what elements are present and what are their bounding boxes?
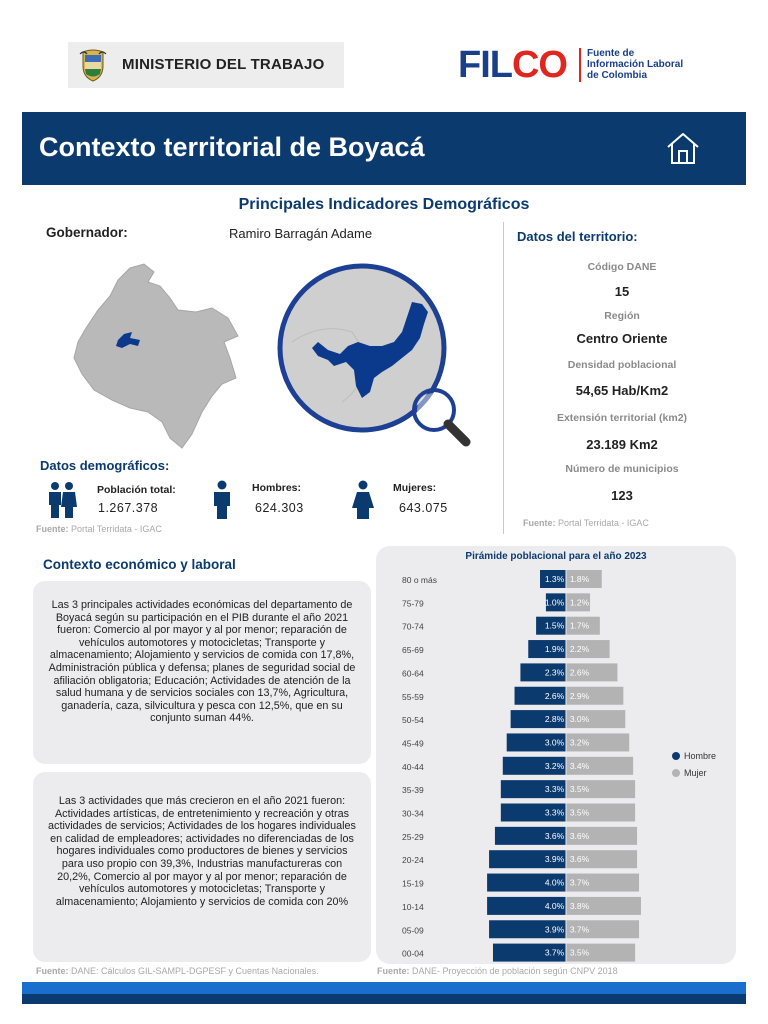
data-label-hombre: 1.5% bbox=[544, 620, 565, 631]
fuente-label: Fuente: bbox=[523, 518, 556, 528]
fuente-label: Fuente: bbox=[377, 966, 410, 976]
economic-box-1 bbox=[33, 581, 371, 764]
title-banner bbox=[22, 112, 746, 185]
mujeres-value: 643.075 bbox=[399, 501, 448, 515]
data-label-hombre: 3.3% bbox=[544, 784, 565, 795]
ministerio-logo bbox=[68, 42, 344, 88]
data-label-mujer: 1.8% bbox=[569, 574, 590, 584]
data-label-mujer: 3.5% bbox=[569, 947, 590, 958]
fuente-label: Fuente: bbox=[36, 966, 69, 976]
filco-tagline: Fuente de Información Laboral de Colombia bbox=[587, 48, 684, 81]
data-label-hombre: 3.9% bbox=[544, 924, 565, 935]
data-label-hombre: 4.0% bbox=[544, 877, 565, 888]
extension-value: 23.189 Km2 bbox=[586, 437, 658, 452]
data-label-mujer: 2.9% bbox=[569, 690, 590, 701]
age-group-label: 35-39 bbox=[402, 785, 424, 796]
data-label-hombre: 4.0% bbox=[544, 900, 565, 911]
data-label-mujer: 1.7% bbox=[569, 620, 590, 631]
age-group-label: 70-74 bbox=[402, 621, 424, 632]
age-group-label: 45-49 bbox=[402, 738, 424, 749]
fuente-piramide bbox=[377, 966, 618, 976]
fuente-label: Fuente: bbox=[36, 524, 69, 534]
data-label-mujer: 3.7% bbox=[569, 877, 590, 888]
age-group-label: 80 o más bbox=[402, 575, 437, 585]
data-label-hombre: 3.7% bbox=[544, 947, 565, 958]
economic-text-2: Las 3 actividades que más crecieron en el año 2021 fueron: Actividades artísticas, de entretenimiento y recreación y otras actividades de servicios; Actividades de los hogares individuales en calidad de empleadores; actividades no diferenciadas de los hogares individuales como productores de bienes y servicios para uso propio con 39,3%, Industrias manufactureras con 20,2%, Comercio al por mayor y al por menor; reparación de vehículos automotores y motocicletas; Transporte y almacenamiento; Alojamiento y servicios de comida con 20% bbox=[48, 795, 356, 908]
data-label-mujer: 3.5% bbox=[569, 807, 590, 818]
data-label-mujer: 1.2% bbox=[569, 597, 590, 608]
territorio-title: Datos del territorio: bbox=[517, 229, 638, 244]
legend-marker-mujer bbox=[672, 769, 680, 777]
age-group-label: 55-59 bbox=[402, 691, 424, 702]
data-label-hombre: 1.9% bbox=[544, 644, 565, 655]
economic-box-2 bbox=[33, 772, 371, 962]
data-label-mujer: 3.0% bbox=[569, 714, 590, 725]
data-label-mujer: 3.6% bbox=[569, 830, 590, 841]
age-group-label: 15-19 bbox=[402, 878, 424, 889]
data-label-hombre: 3.6% bbox=[544, 830, 565, 841]
data-label-mujer: 3.5% bbox=[569, 784, 590, 795]
boyaca-zoom-map bbox=[262, 262, 477, 457]
fuente-economico bbox=[36, 966, 319, 976]
demographics-title: Principales Indicadores Demográficos bbox=[238, 196, 530, 213]
region-value: Centro Oriente bbox=[576, 331, 668, 346]
mujeres-label: Mujeres: bbox=[393, 482, 437, 494]
data-label-mujer: 3.8% bbox=[569, 900, 590, 911]
legend-label-mujer: Mujer bbox=[684, 768, 707, 778]
data-label-mujer: 2.2% bbox=[569, 644, 590, 655]
man-icon bbox=[211, 480, 233, 520]
age-group-label: 20-24 bbox=[402, 855, 424, 866]
densidad-label: Densidad poblacional bbox=[567, 359, 677, 371]
fuente-text: Portal Terridata - IGAC bbox=[68, 524, 162, 534]
data-label-hombre: 1.0% bbox=[544, 597, 565, 608]
data-label-mujer: 3.7% bbox=[569, 924, 590, 935]
age-group-label: 60-64 bbox=[402, 668, 424, 679]
data-label-mujer: 3.4% bbox=[569, 760, 590, 771]
fuente-territorio bbox=[523, 518, 649, 528]
page-title: Contexto territorial de Boyacá bbox=[39, 132, 425, 162]
footer-bar-light bbox=[22, 982, 746, 994]
age-group-label: 65-69 bbox=[402, 645, 424, 656]
data-label-hombre: 3.3% bbox=[544, 807, 565, 818]
gobernador-name: Ramiro Barragán Adame bbox=[229, 226, 373, 241]
ministerio-name: MINISTERIO DEL TRABAJO bbox=[122, 56, 325, 73]
data-label-mujer: 3.6% bbox=[569, 854, 590, 865]
age-group-label: 00-04 bbox=[402, 948, 424, 959]
data-label-hombre: 2.6% bbox=[544, 690, 565, 701]
data-label-hombre: 3.9% bbox=[544, 854, 565, 865]
codigo-dane-label: Código DANE bbox=[587, 261, 657, 273]
extension-label: Extensión territorial (km2) bbox=[556, 412, 688, 424]
datos-demograficos-label: Datos demográficos: bbox=[40, 458, 170, 473]
legend-label-hombre: Hombre bbox=[684, 751, 717, 761]
data-label-hombre: 1.3% bbox=[544, 574, 565, 584]
filco-logo-fil: FIL bbox=[458, 44, 512, 86]
fuente-text: Portal Terridata - IGAC bbox=[555, 518, 649, 528]
filco-logo-co: CO bbox=[511, 44, 567, 86]
data-label-hombre: 2.8% bbox=[544, 714, 565, 725]
economic-title: Contexto económico y laboral bbox=[43, 557, 236, 572]
colombia-map bbox=[52, 262, 248, 452]
data-label-hombre: 3.2% bbox=[544, 760, 565, 771]
economic-text-1: Las 3 principales actividades económicas del departamento de Boyacá según su participación en el PIB durante el año 2021 fueron: Comercio al por mayor y al por menor; reparación de vehículos automotores y motocicletas; Transporte y almacenamiento; Alojamiento y servicios de comida con 17,8%, Administración pública y defensa; planes de seguridad social de afiliación obligatoria; Educación; Actividades de atención de la salud humana y de servicios sociales con 13,7%, Agricultura, ganadería, caza, silvicultura y pesca con 12,5%, que en su conjunto suman 44%. bbox=[48, 599, 356, 725]
hombres-label: Hombres: bbox=[252, 482, 302, 494]
age-group-label: 75-79 bbox=[402, 598, 424, 609]
legend-marker-hombre bbox=[672, 752, 680, 760]
fuente-text: DANE: Cálculos GIL-SAMPL-DGPESF y Cuentas Nacionales. bbox=[68, 966, 319, 976]
data-label-mujer: 3.2% bbox=[569, 737, 590, 748]
poblacion-label: Población total: bbox=[97, 484, 176, 496]
woman-icon bbox=[351, 480, 375, 520]
municipios-label: Número de municipios bbox=[565, 463, 679, 475]
data-label-hombre: 2.3% bbox=[544, 667, 565, 678]
densidad-value: 54,65 Hab/Km2 bbox=[575, 383, 669, 398]
age-group-label: 10-14 bbox=[402, 901, 424, 912]
gobernador-label: Gobernador: bbox=[46, 225, 128, 240]
coat-of-arms-icon bbox=[78, 48, 108, 82]
age-group-label: 25-29 bbox=[402, 831, 424, 842]
age-group-label: 05-09 bbox=[402, 925, 424, 936]
age-group-label: 40-44 bbox=[402, 761, 424, 772]
municipios-value: 123 bbox=[611, 488, 633, 503]
hombres-value: 624.303 bbox=[255, 501, 304, 515]
pyramid-title: Pirámide poblacional para el año 2023 bbox=[465, 551, 647, 562]
home-icon[interactable] bbox=[665, 130, 701, 166]
divider bbox=[503, 222, 504, 534]
codigo-dane-value: 15 bbox=[614, 284, 630, 299]
region-label: Región bbox=[604, 310, 640, 322]
filco-logo bbox=[458, 44, 688, 86]
fuente-demograficos bbox=[36, 524, 162, 534]
data-label-mujer: 2.6% bbox=[569, 667, 590, 678]
footer-bar-dark bbox=[22, 994, 746, 1004]
age-group-label: 30-34 bbox=[402, 808, 424, 819]
fuente-text: DANE- Proyección de población según CNPV 2018 bbox=[409, 966, 618, 976]
people-icon bbox=[46, 481, 78, 519]
age-group-label: 50-54 bbox=[402, 715, 424, 726]
data-label-hombre: 3.0% bbox=[544, 737, 565, 748]
population-pyramid-chart bbox=[376, 546, 736, 964]
poblacion-value: 1.267.378 bbox=[98, 501, 159, 515]
